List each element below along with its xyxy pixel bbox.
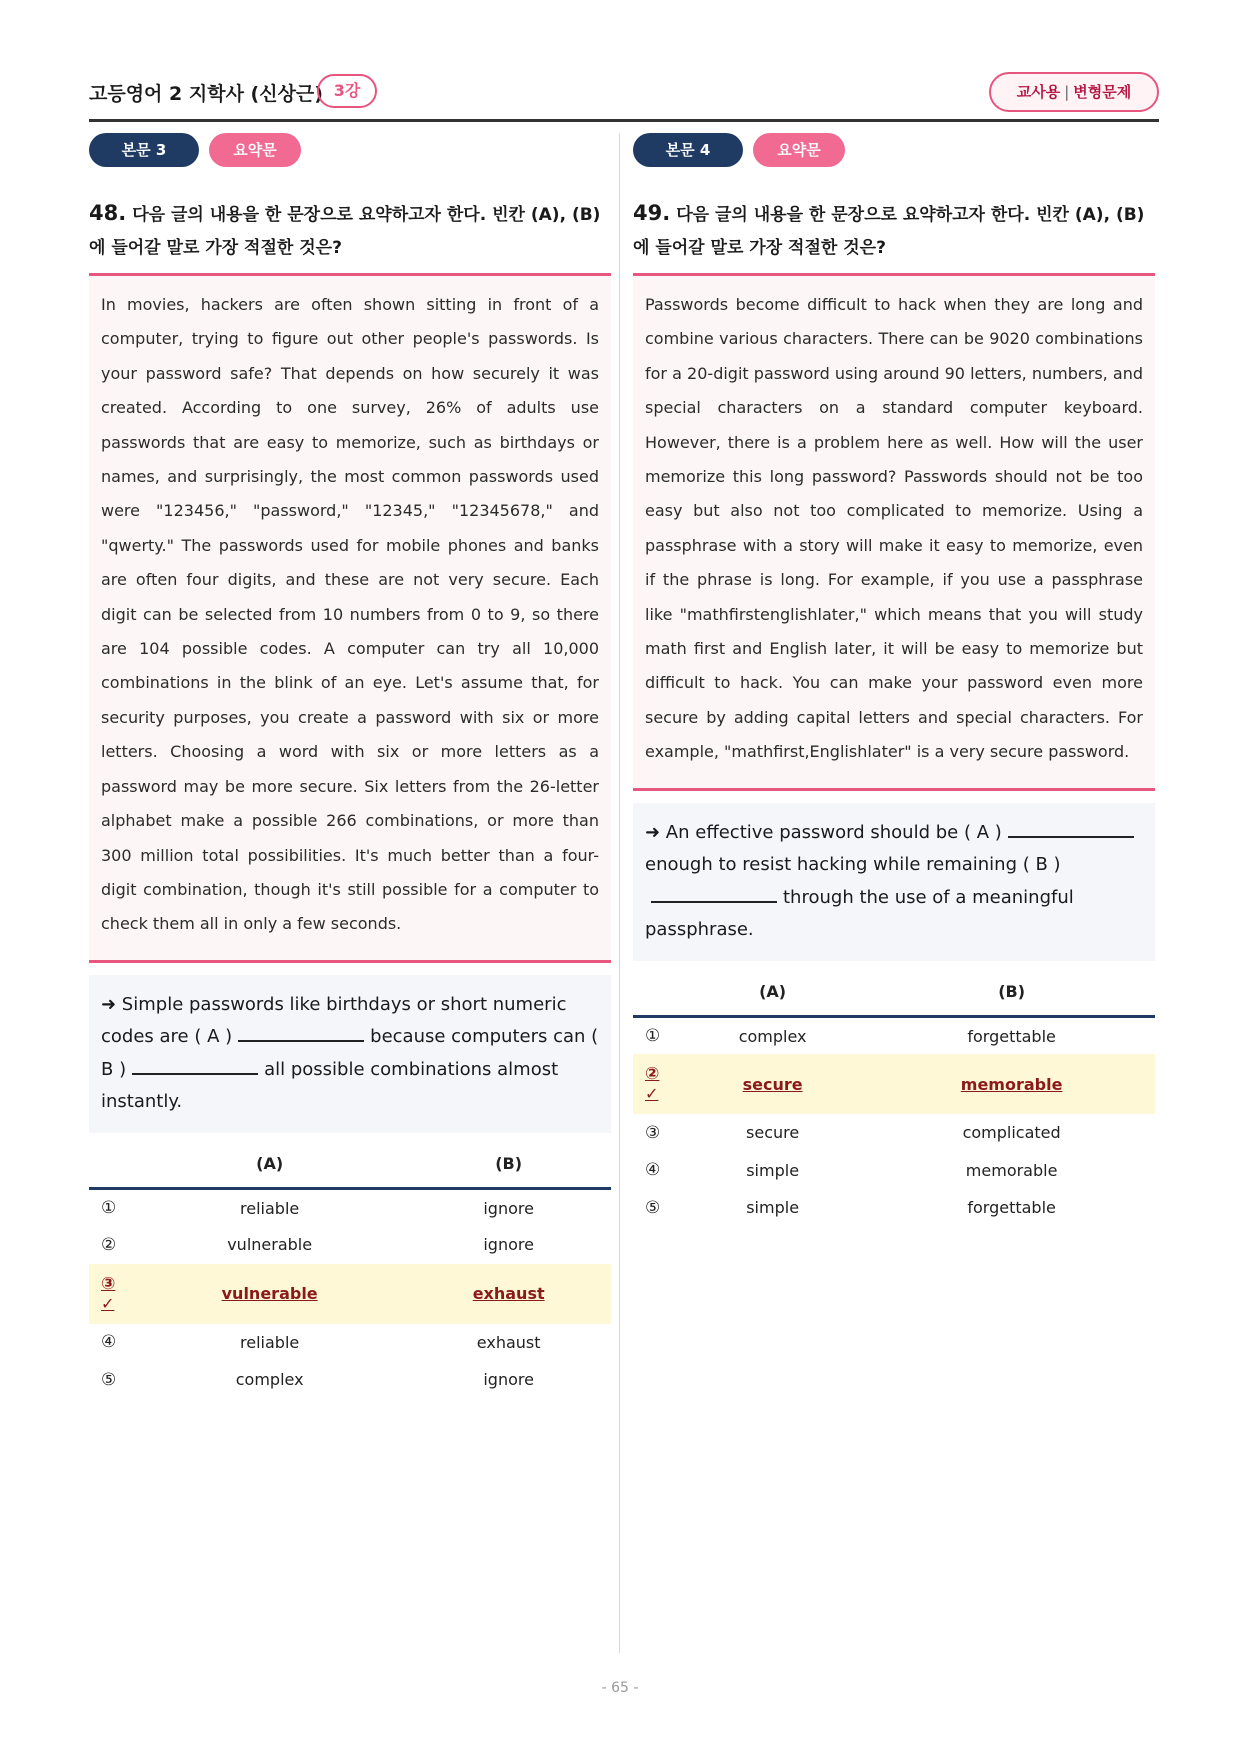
col-b-header: (B) [406, 1141, 611, 1189]
answer-options-table [89, 1141, 611, 1399]
option-a: complex [738, 1026, 807, 1046]
option-row-1[interactable] [89, 1189, 611, 1227]
col-a-header: (A) [677, 969, 868, 1017]
check-icon: ✓ [645, 1084, 659, 1104]
option-number [89, 1264, 133, 1324]
passage-label: 본문 4 [633, 133, 743, 167]
option-number: ② [101, 1234, 117, 1255]
option-b: memorable [965, 1160, 1058, 1180]
question-49 [633, 197, 1155, 265]
col-b-header: (B) [868, 969, 1155, 1017]
blank-a [1008, 818, 1134, 838]
option-a: secure [677, 1054, 868, 1114]
page-number: - 65 - [601, 1680, 639, 1696]
option-a: complex [235, 1370, 304, 1390]
option-row-1[interactable] [633, 1017, 1155, 1055]
option-a: reliable [240, 1332, 300, 1352]
num-header [633, 969, 677, 1017]
summary-part-1: ➜ Simple passwords like birthdays or short numeric codes are ( A ) [101, 993, 567, 1048]
option-row-2-correct[interactable] [633, 1054, 1155, 1114]
passage-bottom-rule [633, 788, 1155, 791]
summary-sentence [633, 803, 1155, 961]
question-text: 다음 글의 내용을 한 문장으로 요약하고자 한다. 빈칸 (A), (B)에 들어갈 말로 가장 적절한 것은? [633, 205, 1145, 258]
question-number: 48. [89, 201, 127, 225]
question-number: 49. [633, 201, 671, 225]
check-icon: ✓ [101, 1293, 115, 1313]
option-number-label: ③ [101, 1273, 116, 1294]
option-row-4[interactable] [89, 1324, 611, 1362]
option-b: exhaust [406, 1264, 611, 1324]
option-b: ignore [483, 1198, 534, 1218]
summary-type-label: 요약문 [209, 133, 301, 167]
section-pills [89, 133, 611, 167]
teacher-edition-tag [989, 72, 1159, 112]
book-title: 고등영어 2 지학사 (신상근) [89, 83, 323, 105]
option-number-label: ② [645, 1064, 660, 1085]
question-text: 다음 글의 내용을 한 문장으로 요약하고자 한다. 빈칸 (A), (B)에 들어갈 말로 가장 적절한 것은? [89, 205, 601, 258]
tag-separator: | [1064, 83, 1070, 101]
option-b: complicated [962, 1123, 1061, 1143]
option-a: simple [746, 1160, 800, 1180]
column-divider [619, 133, 620, 1653]
question-48-column [89, 133, 611, 1399]
lesson-badge: 3강 [317, 74, 377, 108]
section-pills [633, 133, 1155, 167]
option-a: vulnerable [133, 1264, 406, 1324]
option-number: ④ [645, 1160, 661, 1181]
summary-part-2: enough to resist hacking while remaining ( B ) [645, 854, 1061, 876]
option-number: ① [101, 1198, 117, 1219]
option-number: ⑤ [101, 1369, 117, 1390]
option-row-3[interactable] [633, 1114, 1155, 1152]
option-b: exhaust [476, 1332, 541, 1352]
option-b: ignore [483, 1235, 534, 1255]
options-header-row [89, 1141, 611, 1189]
passage-bottom-rule [89, 960, 611, 963]
option-row-3-correct[interactable] [89, 1264, 611, 1324]
summary-part-3: through the use of a meaningful passphrase. [645, 886, 1074, 941]
option-row-2[interactable] [89, 1226, 611, 1264]
summary-sentence [89, 975, 611, 1133]
num-header [89, 1141, 133, 1189]
option-b: ignore [483, 1370, 534, 1390]
option-row-5[interactable] [89, 1361, 611, 1399]
option-number: ④ [101, 1332, 117, 1353]
option-number: ③ [645, 1122, 661, 1143]
option-number [633, 1054, 677, 1114]
option-b: forgettable [967, 1026, 1056, 1046]
option-b: memorable [868, 1054, 1155, 1114]
option-row-5[interactable] [633, 1189, 1155, 1227]
option-number: ⑤ [645, 1197, 661, 1218]
option-row-4[interactable] [633, 1152, 1155, 1190]
question-48 [89, 197, 611, 265]
summary-part-1: ➜ An effective password should be ( A ) [645, 821, 1002, 843]
passage-text: In movies, hackers are often shown sitting in front of a computer, trying to figure out other people's passwords. Is your password safe? That depends on how securely it was created. According to one survey, 26% of adults use passwords that are easy to memorize, such as birthdays or names, and surprisingly, the most common passwords used were "123456," "password," "12345," "12345678," and "qwerty." The passwords used for mobile phones and banks are often four digits, and these are not very secure. Each digit can be selected from 10 numbers from 0 to 9, so there are 104 possible codes. A computer can try all 10,000 combinations in the blink of an eye. Let's assume that, for security purposes, you create a password with six or more letters. Choosing a word with six or more letters as a password may be more secure. Six letters from the 26-letter alphabet make a possible 266 combinations, or more than 300 million total possibilities. It's much better than a four-digit combination, though it's still possible for a computer to check them all in only a few seconds. [89, 276, 611, 960]
option-a: simple [746, 1198, 800, 1218]
options-header-row [633, 969, 1155, 1017]
answer-options-table [633, 969, 1155, 1227]
passage-text: Passwords become difficult to hack when they are long and combine various characters. There can be 9020 combinations for a 20-digit password using around 90 letters, numbers, and special characters on a standard computer keyboard. However, there is a problem here as well. How will the user memorize this long password? Passwords should not be too easy but also not too complicated to memorize. Using a passphrase with a story will make it easy to memorize, even if the phrase is long. For example, if you use a passphrase like "mathfirstenglishlater," which means that you will study math first and English later, it will be easy to memorize but difficult to hack. You can make your password even more secure by adding capital letters and special characters. For example, "mathfirst,Englishlater" is a very secure password. [633, 276, 1155, 788]
passage-label: 본문 3 [89, 133, 199, 167]
summary-part-3: all possible combinations almost instantly. [101, 1058, 559, 1113]
question-49-column [633, 133, 1155, 1227]
option-a: reliable [240, 1198, 300, 1218]
summary-type-label: 요약문 [753, 133, 845, 167]
blank-a [238, 1022, 364, 1042]
tag-right: 변형문제 [1073, 83, 1132, 101]
option-a: secure [746, 1123, 800, 1143]
tag-left: 교사용 [1016, 83, 1061, 101]
summary-part-2: because computers can ( B ) [101, 1026, 599, 1080]
blank-b [132, 1055, 258, 1075]
header-divider [89, 119, 1159, 122]
blank-b [651, 883, 777, 903]
option-number: ① [645, 1026, 661, 1047]
option-a: vulnerable [227, 1235, 313, 1255]
page-header [89, 70, 1159, 122]
col-a-header: (A) [133, 1141, 406, 1189]
option-b: forgettable [967, 1198, 1056, 1218]
